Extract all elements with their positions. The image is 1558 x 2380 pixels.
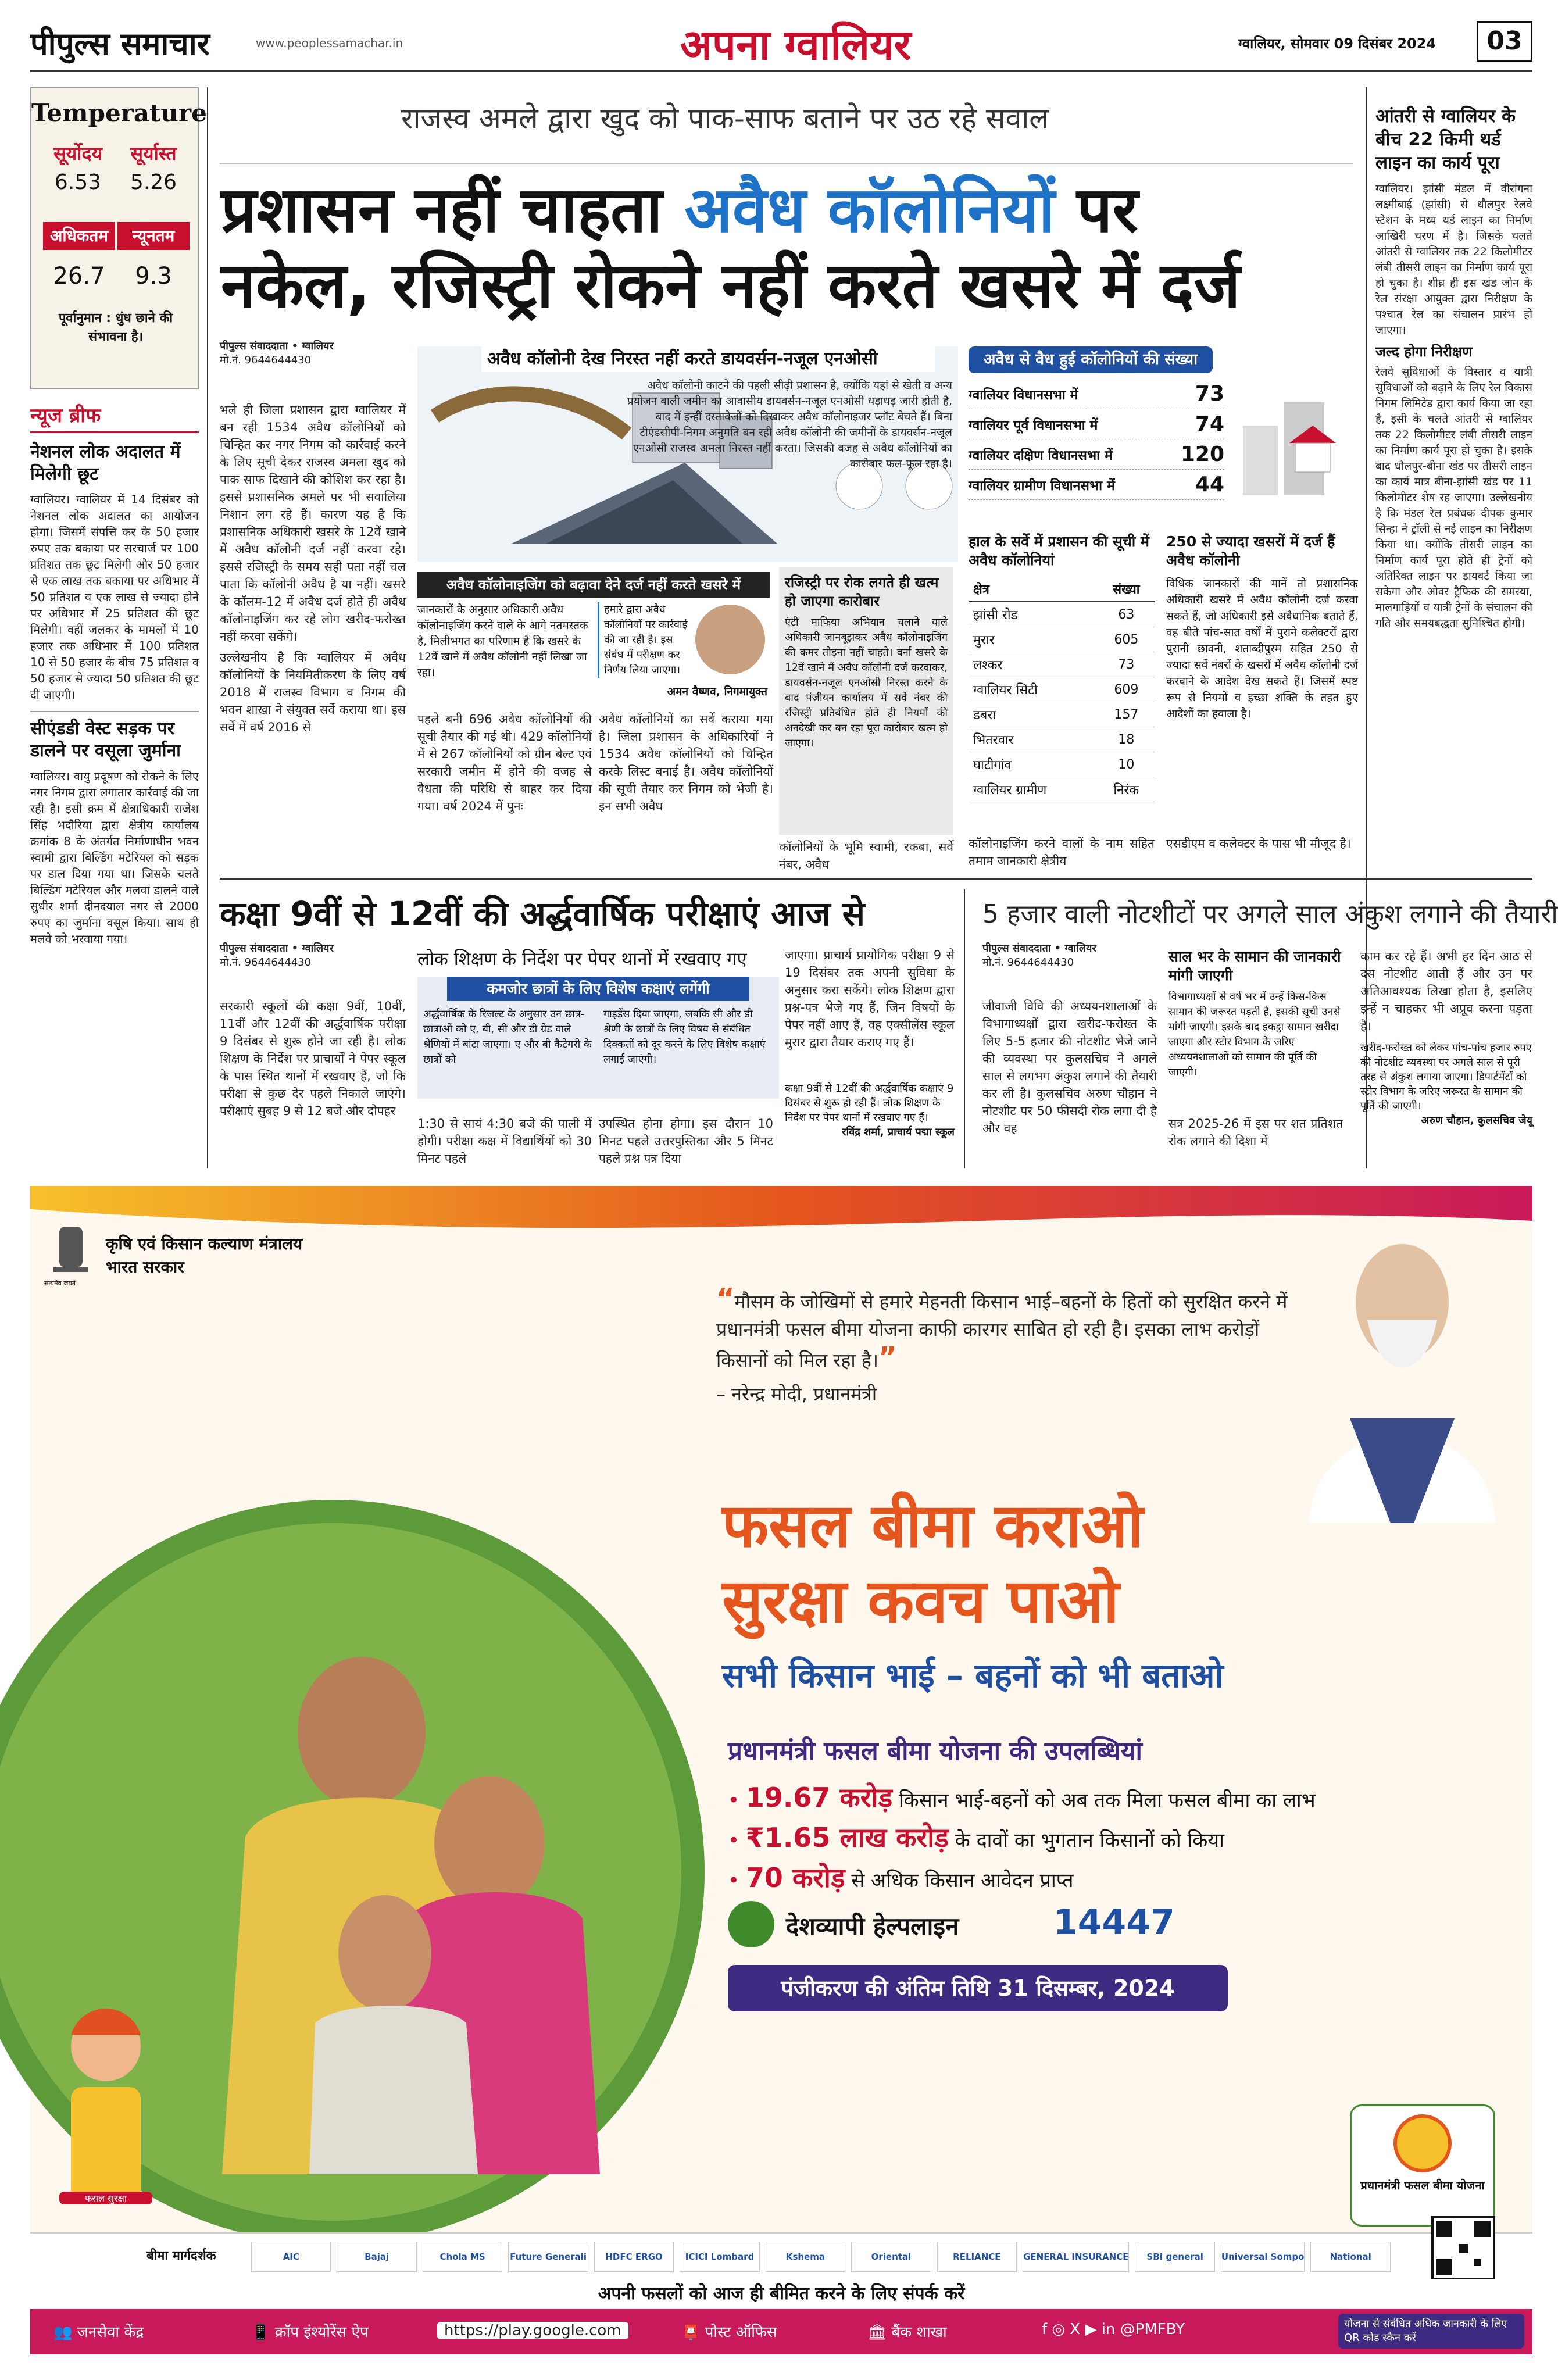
survey-row: लश्कर 73 — [969, 652, 1155, 677]
insurers-strip — [30, 2232, 1532, 2279]
ministry-line-1: कृषि एवं किसान कल्याण मंत्रालय — [106, 1234, 303, 1253]
helpline-icon — [728, 1901, 774, 1947]
emblem-text: सत्यमेव जयते — [44, 1280, 76, 1287]
farmer-family-photo — [117, 1593, 641, 2174]
sunrise-label: सूर्योदय — [53, 142, 103, 165]
weather-box — [30, 87, 207, 389]
survey-row: ग्वालियर सिटी 609 — [969, 677, 1155, 702]
insurer-logo: ICICI Lombard — [680, 2242, 759, 2272]
national-emblem-icon — [48, 1221, 94, 1279]
promo-text: जानकारों के अनुसार अधिकारी अवैध कॉलोनाइजिंग करने वाले के आगे नतमस्तक है, मिलीभगत का परिणाम है कि खसरे के 12वें खाने में अवैध कॉलोनी नहीं लिखा जा रहा। — [417, 603, 588, 679]
sunrise-value: 6.53 — [54, 170, 102, 194]
antri-headline: आंतरी से ग्वालियर के बीच 22 किमी थर्ड लाइन का कार्य पूरा — [1375, 106, 1516, 173]
survey-row: ग्वालियर ग्रामीण निरंक — [969, 777, 1155, 802]
khasra-text: विधिक जानकारों की मानें तो प्रशासनिक अधिकारी खसरे में अवैध कॉलोनी दर्ज करवा सकते हैं, जो अधिकारी इसे अवैधानिक बताते हैं, वह बीते पांच-सात वर्षों में पुराने कलेक्टरों द्वारा पुरानी छावनी, शताब्दीपुरम सहित 250 से ज्यादा सर्वे नंबरों के खसरों में अवैध कॉलोनी दर्ज करवाने के आदेश देख सकते हैं। जिसमें स्पष्ट रूप से नियमों व इच्छा शक्ति के तहत हुए आदेशों का हवाला है। — [1166, 577, 1358, 720]
legalized-row: ग्वालियर ग्रामीण विधानसभा में 44 — [969, 470, 1224, 500]
insurers-label: बीमा मार्गदर्शक — [146, 2249, 216, 2263]
survey-row: डबरा 157 — [969, 702, 1155, 727]
insurer-logo: RELIANCE — [937, 2242, 1017, 2272]
survey-table: क्षेत्र संख्या झांसी रोड 63 मुरार 605 लश्कर 73 ग्वालियर सिटी 609 डबरा 157 भितरवार 18 घाटीगांव 10 ग्वालियर ग्रामीण निरंक — [969, 577, 1155, 802]
survey-row: झांसी रोड 63 — [969, 602, 1155, 627]
legalized-row: ग्वालियर पूर्व विधानसभा में 74 — [969, 409, 1224, 439]
notes-quote: खरीद-फरोख्त को लेकर पांच-पांच हजार रुपए की नोटशीट व्यवस्था पर अगले साल से पूरी तरह से अंकुश लगाया जाएगा। डिपार्टमेंटों को स्टोर विभाग के जरिए जरूरत के सामान की पूर्ति की जाएगी। अरुण चौहान, कुलसचिव जेयू — [1360, 1042, 1532, 1127]
brief-headline-2: सीएंडडी वेस्ट सड़क पर डालने पर वसूला जुर्माना — [30, 711, 199, 762]
achievements-title: प्रधानमंत्री फसल बीमा योजना की उपलब्धियां — [728, 1736, 1142, 1766]
app-item[interactable]: 📱 क्रॉप इंश्योरेंस ऐप — [251, 2324, 369, 2341]
insurer-logo: Future Generali — [508, 2242, 588, 2272]
news-brief — [30, 401, 199, 947]
insurer-logo: Universal Sompo — [1221, 2242, 1305, 2272]
mailbox-icon: 📮 — [681, 2324, 705, 2341]
mascot-figure — [42, 2000, 170, 2232]
weather-forecast: पूर्वानुमान : धुंध छाने की संभावना है। — [58, 311, 173, 344]
exam-body-1: सरकारी स्कूलों की कक्षा 9वीं, 10वीं, 11वीं और 12वीं की अर्द्धवार्षिक परीक्षा 9 दिसंबर से शुरू होने जा रही है। लोक शिक्षण के निर्देश पर प्राचार्यों ने पेपर स्कूल के पास स्थित थानों में रखवाए हैं, जो कि परीक्षा से कुछ देर पहले निकाले जाएंगे। परीक्षाएं सुबह 9 से 12 बजे और दोपहर — [220, 999, 406, 1118]
social-icons: f ◎ X ▶ in — [1042, 2321, 1120, 2338]
notes-body-1: जीवाजी विवि की अध्ययनशालाओं के विभागाध्यक्षों द्वारा खरीद-फरोख्त के लिए 5-5 हजार की नोटशीट भेजे जाने की व्यवस्था पर कुलसचिव ने अगले साल से लगभग अंकुश लगाने की तैयारी कर ली है। कुलसचिव अरुण चौहान ने नोटशीट पर 50 फीसदी रोक लगा दी है और वह — [982, 999, 1157, 1135]
lead-body-col6: एसडीएम व कलेक्टर के पास भी मौजूद है। — [1166, 837, 1351, 850]
lead-byline: पीपुल्स संवाददाता • ग्वालियर मो.नं. 9644644430 — [220, 340, 334, 366]
brief-body-2: ग्वालियर। वायु प्रदूषण को रोकने के लिए नगर निगम द्वारा लगातार कार्रवाई की जा रही है। इसी क्रम में क्षेत्राधिकारी राजेश सिंह भदौरिया द्वारा क्षेत्रीय कार्यालय क्रमांक 8 के अंतर्गत निर्माणाधीन भवन स्वामी द्वारा बिल्डिंग मटेरियल को सड़क पर डाल दिया गया था। जिसके चलते बिल्डिंग मटेरियल और मलवा डालने वाले सुधीर शर्मा दीनदयाल नगर से 2000 रुपए का जुर्माना वसूल किया। साथ ही मलवे को भरवाया गया। — [30, 769, 199, 946]
antri-body-1: ग्वालियर। झांसी मंडल में वीरांगना लक्ष्मीबाई (झांसी) से धौलपुर रेलवे स्टेशन के मध्य थर्ड लाइन का निर्माण आखिरी चरण में है। जिसके चलते आंतरी से ग्वालियर तक 22 किलोमीटर लंबी तीसरी लाइन का निर्माण कार्य पूरा हो चुका है। शीघ्र ही इस खंड जोन के रेल संरक्षा आयुक्त द्वारा निरीक्षण के पश्चात रेल का संचालन प्रारंभ हो जाएगा। — [1375, 183, 1532, 337]
pmfby-advertisement — [30, 1186, 1532, 2354]
insurer-logo: HDFC ERGO — [594, 2242, 674, 2272]
promo-name: अमन वैष्णव, निगमायुक्त — [667, 685, 767, 698]
exam-special-box — [417, 977, 779, 1099]
illustration-text: अवैध कॉलोनी काटने की पहली सीढ़ी प्रशासन है, क्योंकि यहां से खेती व अन्य प्रयोजन वाली जमीन का आवासीय डायवर्सन-नजूल एनओसी धड़ाधड़ जारी होती है, बाद में इन्हीं दस्तावेजों को दिखाकर अवैध कॉलोनाइजर प्लॉट बेचते हैं। बिना टीएंडसीपी-निगम अनुमति बन रही अवैध कॉलोनी की जमीनों के डायवर्सन-नजूल एनओसी राजस्व अमला निरस्त नहीं करता। जिसकी वजह से अवैध कॉलोनियों का कारोबार फल-फूल रहा है। — [627, 379, 952, 470]
lead-body-col1: भले ही जिला प्रशासन द्वारा ग्वालियर में बन रही 1534 अवैध कॉलोनियों को चिन्हित कर नगर निगम को कार्रवाई करने के लिए सूची देकर राजस्व अमला खुद को पाक साफ दिखाने की कोशिश कर रहा है। इससे प्रशासनिक अमले पर भी सवालिया निशान लग रहे हैं। कारण यह है कि प्रशासनिक अधिकारी खसरे के 12वें खाने में अवैध कॉलोनी दर्ज नहीं करवा रहे। इससे रजिस्ट्री के समय सही पता नहीं चल पाता कि कॉलोनी अवैध है या नहीं। खसरे के कॉलम-12 में अवैध दर्ज होते ही अवैध कॉलोनाइजिंग कर रहे लोग खरीद-फरोख्त नहीं करवा सकेंगे। उल्लेखनीय है कि ग्वालियर में अवैध कॉलोनियों के नियमितीकरण के लिए वर्ष 2018 में राजस्व विभाग व निगम की भवन शाखा ने संयुक्त सर्वे कराया था। इस सर्वे में वर्ष 2016 से — [220, 403, 406, 734]
play-store-link[interactable]: https://play.google.com — [437, 2322, 628, 2339]
insurer-logo: AIC — [251, 2242, 331, 2272]
insurer-logo: Chola MS — [423, 2242, 502, 2272]
commissioner-photo — [695, 605, 765, 674]
illustration-caption: अवैध कॉलोनी देख निरस्त नहीं करते डायवर्सन-नजूल एनओसी — [481, 346, 935, 372]
survey-table-box — [969, 533, 1155, 802]
khasra-box — [1166, 533, 1358, 722]
achievement-item: • ₹1.65 लाख करोड़ के दावों का भुगतान किसानों को किया — [728, 1822, 1224, 1853]
illegal-colony-illustration — [417, 346, 958, 562]
khasra-title: 250 से ज्यादा खसरों में दर्ज हैं अवैध कॉलोनी — [1166, 533, 1335, 569]
antri-inset: जल्द होगा निरीक्षण — [1375, 344, 1473, 360]
exam-subhead: लोक शिक्षण के निर्देश पर पेपर थानों में रखवाए गए — [417, 949, 747, 970]
promo-title-bar: अवैध कॉलोनाइजिंग को बढ़ावा देने दर्ज नहीं करते खसरे में — [417, 572, 770, 598]
houses-icon — [1231, 379, 1353, 501]
exam-headline: कक्षा 9वीं से 12वीं की अर्द्धवार्षिक परीक्षाएं आज से — [220, 894, 865, 934]
bank-icon: 🏛 — [867, 2324, 892, 2341]
legalized-colonies-box — [969, 346, 1358, 509]
insurer-logo: SBI general — [1135, 2242, 1214, 2272]
helpline-label: देशव्यापी हेल्पलाइन — [786, 1912, 959, 1941]
survey-row: भितरवार 18 — [969, 727, 1155, 752]
page-number: 03 — [1477, 21, 1532, 62]
lead-body-col3: अवैध कॉलोनियों का सर्वे कराया गया है। जिला प्रशासन के अधिकारियों ने 1534 अवैध कॉलोनियों को चिन्हित करके लिस्ट बनाई है। अवैध कॉलोनियों की सूची तैयार कर निगम को भेजी है। इन सभी अवैध — [599, 712, 773, 813]
post-office-item[interactable]: 📮 पोस्ट ऑफिस — [681, 2324, 777, 2341]
brief-headline-1: नेशनल लोक अदालत में मिलेगी छूट — [30, 442, 181, 484]
insurer-logo: GENERAL INSURANCE — [1023, 2242, 1129, 2272]
contact-footer — [30, 2309, 1532, 2354]
weather-title: Temperature — [31, 99, 207, 127]
insurer-logo: Bajaj — [337, 2242, 416, 2272]
exam-box-text-2: गाइडेंस दिया जाएगा, जबकि सी और डी श्रेणी के छात्रों के लिए विषय से संबंधित दिक्कतों को दूर करने के लिए विशेष कक्षाएं लगाई जाएंगी। — [603, 1008, 766, 1066]
exam-box-title: कमजोर छात्रों के लिए विशेष कक्षाएं लगेंगी — [447, 977, 749, 1001]
survey-row: घाटीगांव 10 — [969, 752, 1155, 777]
notes-body-3: काम कर रहे हैं। अभी हर दिन आठ से दस नोटशीट आती हैं और उन पर अतिआवश्यक लिखा होता है, इसलिए इन्हें न चाहकर भी अप्रूव करना पड़ता है। — [1360, 949, 1532, 1033]
registry-title: रजिस्ट्री पर रोक लगते ही खत्म हो जाएगा कारोबार — [785, 574, 939, 609]
insurer-logo: Oriental — [851, 2242, 931, 2272]
exam-byline: पीपुल्स संवाददाता • ग्वालियर मो.नं. 9644644430 — [220, 942, 334, 969]
notes-box: साल भर के सामान की जानकारी मांगी जाएगी विभागाध्यक्षों से वर्ष भर में उन्हें किस-किस सामान की जरूरत पड़ती है, इसकी सूची उनसे मांगी जाएगी। इसके बाद इकट्ठा सामान खरीदा जाएगा और स्टोर विभाग के जरिए अध्ययनशालाओं को सामान की पूर्ति की जाएगी। — [1168, 948, 1341, 1078]
insurer-logo: National — [1310, 2242, 1390, 2272]
registry-text: एंटी माफिया अभियान चलाने वाले अधिकारी जानबूझकर अवैध कॉलोनाइजिंग की कमर तोड़ना नहीं चाहते। वर्ना खसरे के 12वें खाने में अवैध कॉलोनी दर्ज करवाकर, डायवर्सन-नजूल एनओसी निरस्त करने के बाद पंजीयन कार्यालय में सर्वे नंबर की रजिस्ट्री प्रतिबंधित होते ही नियमों की अनदेखी कर बन रहा पूरा कारोबार खत्म हो जाएगा। — [785, 616, 948, 749]
notes-body-2: सत्र 2025-26 में इस पर शत प्रतिशत रोक लगाने की दिशा में — [1168, 1117, 1343, 1148]
notes-headline: 5 हजार वाली नोटशीटों पर अगले साल अंकुश लगाने की तैयारी — [982, 899, 1558, 929]
mascot-label: फसल सुरक्षा — [59, 2192, 152, 2204]
csc-item[interactable]: 👥 जनसेवा केंद्र — [53, 2324, 144, 2341]
ad-headline-1: फसल बीमा कराओ — [722, 1490, 1144, 1561]
phone-icon: 📱 — [251, 2324, 275, 2341]
max-value: 26.7 — [53, 263, 105, 290]
bank-item[interactable]: 🏛 बैंक शाखा — [867, 2324, 947, 2341]
legalized-row: ग्वालियर दक्षिण विधानसभा में 120 — [969, 439, 1224, 470]
paper-url[interactable]: www.peoplessamachar.in — [256, 36, 403, 50]
dateline: ग्वालियर, सोमवार 09 दिसंबर 2024 — [1238, 35, 1436, 52]
people-icon: 👥 — [53, 2324, 77, 2341]
deadline-banner: पंजीकरण की अंतिम तिथि 31 दिसम्बर, 2024 — [728, 1965, 1228, 2011]
section-title: अपना ग्वालियर — [680, 20, 912, 69]
qr-code[interactable] — [1431, 2216, 1495, 2280]
exam-body-2: 1:30 से सायं 4:30 बजे की पाली में होगी। परीक्षा कक्ष में विद्यार्थियों को 30 मिनट पहले — [417, 1117, 592, 1166]
ad-headline-2: सुरक्षा कवच पाओ — [722, 1566, 1119, 1636]
pmfby-logo-icon — [1393, 2114, 1452, 2172]
page-footer — [0, 2366, 1557, 2380]
lead-body-col5: कॉलोनाइजिंग करने वालों के नाम सहित तमाम जानकारी क्षेत्रीय — [969, 837, 1155, 868]
achievement-item: • 70 करोड़ से अधिक किसान आवेदन प्राप्त — [728, 1862, 1074, 1893]
sunset-label: सूर्यास्त — [130, 142, 177, 165]
qr-caption: योजना से संबंधित अधिक जानकारी के लिए QR कोड स्कैन करें — [1338, 2314, 1524, 2349]
contact-line: अपनी फसलों को आज ही बीमित करने के लिए संपर्क करें — [30, 2279, 1532, 2309]
lead-body-col2: पहले बनी 696 अवैध कॉलोनियों की सूची तैयार की गई थी। 429 कॉलोनियों में से 267 कॉलोनियों को ग्रीन बेल्ट एवं सरकारी जमीन में होने की वजह से वैधता की परिधि से बाहर कर दिया गया। वर्ष 2024 में पुनः — [417, 712, 592, 813]
pm-portrait — [1298, 1232, 1507, 1523]
notes-byline: पीपुल्स संवाददाता • ग्वालियर मो.नं. 9644644430 — [982, 942, 1096, 969]
paper-name: पीपुल्स समाचार — [30, 26, 210, 62]
social-handle[interactable]: f ◎ X ▶ in @PMFBY — [1042, 2321, 1185, 2338]
min-value: 9.3 — [135, 263, 172, 290]
lead-headline-2: नकेल, रजिस्ट्री रोकने नहीं करते खसरे में दर्ज — [221, 249, 1241, 322]
antri-story — [1375, 105, 1532, 631]
legalized-title: अवैध से वैध हुई कॉलोनियों की संख्या — [969, 346, 1213, 373]
min-label: न्यूनतम — [117, 222, 190, 250]
achievement-item: • 19.67 करोड़ किसान भाई-बहनों को अब तक मिला फसल बीमा का लाभ — [728, 1782, 1316, 1813]
promo-quote: हमारे द्वारा अवैध कॉलोनियों पर कार्रवाई की जा रही है। इस संबंध में परीक्षण कर निर्णय लिया जाएगा। — [598, 602, 691, 678]
achievements-list — [728, 1779, 1507, 1899]
insurer-logo: Kshema — [766, 2242, 845, 2272]
news-brief-label: न्यूज ब्रीफ — [30, 401, 199, 433]
max-label: अधिकतम — [43, 222, 115, 250]
lead-kicker: राजस्व अमले द्वारा खुद को पाक-साफ बताने पर उठ रहे सवाल — [401, 102, 1049, 135]
pm-quote: “मौसम के जोखिमों से हमारे मेहनती किसान भाई–बहनों के हितों को सुरक्षित करने में प्रधानमंत्री फसल बीमा योजना काफी कारगर साबित हो रही है। इसका लाभ करोड़ों किसानों को मिल रहा है।” – नरेन्द्र मोदी, प्रधानमंत्री — [716, 1282, 1288, 1405]
legalized-row: ग्वालियर विधानसभा में 73 — [969, 379, 1224, 409]
ad-subhead: सभी किसान भाई – बहनों को भी बताओ — [722, 1656, 1224, 1695]
sunset-value: 5.26 — [130, 170, 177, 194]
antri-body-2: रेलवे सुविधाओं के विस्तार व यात्री सुविधाओं को बढ़ाने के लिए रेल विकास निगम लिमिटेड द्वारा कार्य किया जा रहा है, इसी के चलते आंतरी से ग्वालियर तक 22 किलोमीटर लंबी तीसरी लाइन का निर्माण कार्य पूरा हो चुका है। इसके बाद धौलपुर-बीना खंड पर तीसरी लाइन का कार्य मात्र बीना-झांसी खंड पर 11 किलोमीटर शेष रह जाएगा। उल्लेखनीय है कि मंडल रेल प्रबंधक दीपक कुमार सिन्हा ने ट्रॉली से नई लाइन का निरीक्षण किया था। क्योंकि तीसरी लाइन का निर्माण कार्य पूरा होते ही ट्रेनों को अतिरिक्त लाइन पर डायवर्ट किया जा सकेगा और ओवर ट्रैफिक की समस्या, मालगाड़ियों व यात्री ट्रेनों के संचालन की गति और समयबद्धता सुनिश्चित होगी। — [1375, 366, 1532, 630]
pmfby-logo: प्रधानमंत्री फसल बीमा योजना — [1350, 2104, 1495, 2227]
exam-box-text-1: अर्द्धवार्षिक के रिजल्ट के अनुसार उन छात्र-छात्राओं को ए, बी, सी और डी ग्रेड वाले श्रेणियों में बांटा जाएगा। ए और बी कैटेगरी के छात्रों को — [423, 1008, 592, 1066]
helpline-number[interactable]: 14447 — [1053, 1902, 1175, 1943]
insurers-logos — [251, 2242, 1391, 2272]
registry-box — [779, 567, 953, 835]
ministry-line-2: भारत सरकार — [106, 1257, 184, 1277]
exam-body-3: उपस्थित होना होगा। इस दौरान 10 मिनट पहले उत्तरपुस्तिका और 5 मिनट पहले प्रश्न पत्र दिया — [599, 1117, 773, 1166]
masthead — [0, 0, 1557, 74]
exam-body-4: जाएगा। प्राचार्य प्रायोगिक परीक्षा 9 से 19 दिसंबर तक अपनी सुविधा के अनुसार करा सकेंगे। लोक शिक्षण द्वारा प्रश्न-पत्र भेजे गए हैं, जिन विषयों के पेपर नहीं आए हैं, वह एक्सीलेंस स्कूल मुरार द्वारा तैयार कराए गए हैं। — [785, 948, 955, 1049]
survey-title: हाल के सर्वे में प्रशासन की सूची में अवैध कॉलोनियां — [969, 533, 1149, 569]
exam-quote: कक्षा 9वीं से 12वीं की अर्द्धवार्षिक कक्षाएं 9 दिसंबर से शुरू हो रही हैं। लोक शिक्षण के निर्देश पर पेपर थानों में रखवाए गए हैं। रविंद्र शर्मा, प्राचार्य पद्मा स्कूल — [785, 1082, 955, 1138]
lead-headline-1: प्रशासन नहीं चाहता अवैध कॉलोनियों पर — [221, 174, 1138, 246]
lead-body-col4: कॉलोनियों के भूमि स्वामी, रकबा, सर्वे नंबर, अवैध — [779, 840, 953, 871]
survey-row: मुरार 605 — [969, 627, 1155, 652]
brief-body-1: ग्वालियर। ग्वालियर में 14 दिसंबर को नेशनल लोक अदालत का आयोजन होगा। जिसमें संपत्ति कर के 50 हजार रुपए तक बकाया पर सरचार्ज पर 100 प्रतिशत तक छूट मिलेगी और 50 हजार से एक लाख तक बकाया पर अधिभार में 50 प्रतिशत व एक लाख से ज्यादा होने पर अधिभार में 25 प्रतिशत की छूट मिलेगी। वहीं जलकर के मामलों में 10 हजार तक अधिभार में 100 प्रतिशत 10 से 50 हजार के बीच 75 प्रतिशत व 50 हजार से ज्यादा 50 प्रतिशत की छूट दी जाएगी। — [30, 492, 199, 702]
